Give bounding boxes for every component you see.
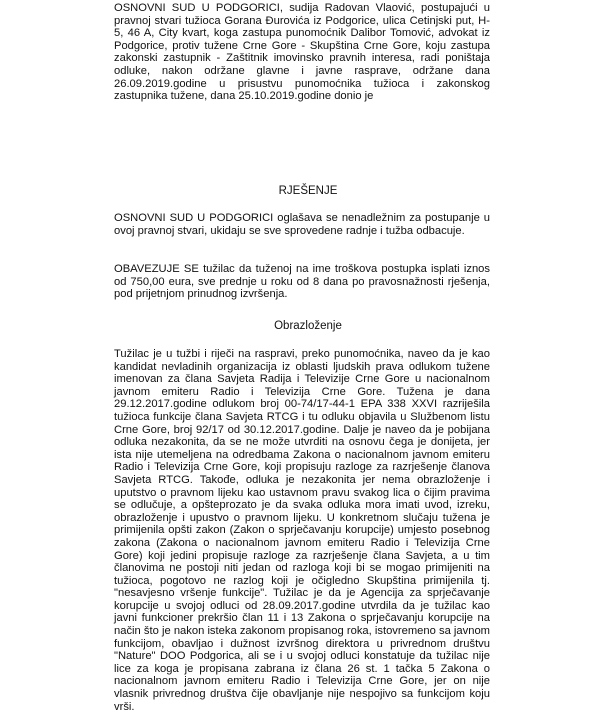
decision-paragraph-costs: OBAVEZUJE SE tužilac da tuženoj na ime troškova postupka isplati iznos od 750,00 eura, sve prednje u roku od 8 dana po pravosnažnosti rješenja, pod prijetnjom prinudnog izvršenja. <box>114 263 490 301</box>
reasoning-paragraph: Tužilac je u tužbi i riječi na raspravi, preko punomoćnika, naveo da je kao kandidat nevladinih organizacija iz oblasti ljudskih prava odlukom tužene imenovan za člana Savjeta Radija i Televizije Crne Gore u nacionalnom javnom emiteru Radio i Televizija Crne Gore. Tužena je dana 29.12.2017.godine odlukom broj 00-74/17-44-1 EPA 338 XXVI razriješila tužioca funkcije člana Savjeta RTCG i tu odluku objavila u Službenom listu Crne Gore, broj 92/17 od 30.12.2017.godine. Dalje je naveo da je pobijana odluka nezakonita, da se ne može utvrditi na osnovu čega je donijeta, jer ista nije utemeljena na odredbama Zakona o nacionalnom javnom emiteru Radio i Televizija Crne Gore, koji propisuju razloge za razrješenje članova Savjeta RTCG. Takođe, odluka je nezakonita jer nema obrazloženje i uputstvo o pravnom lijeku kao ustavnom pravu svakog lica o čijim pravima se odlučuje, a opšteprozato je da svaka odluka mora imati uvod, izreku, obrazloženje i upustvo o pravnom lijeku. U konkretnom slučaju tužena je primijenila opšti zakon (Zakon o sprječavanju korupcije) umjesto posebnog zakona (Zakona o nacionalnom javnom emiteru Radio i Televizija Crne Gore) koji jedini propisuje razloge za razrješenje člana Savjeta, a u tim članovima ne postoji niti jedan od razloga koji bi se mogao primijeniti na tužioca, pogotovo ne razlog koji je očigledno Skupština primijenila tj. "nesavjesno vršenje funkcije". Tužilac je da je Agencija za sprječavanje korupcije u svojoj odluci od 28.09.2017.godine utvrdila da je tužilac kao javni funkcioner prekršio član 11 i 13 Zakona o sprječavanju korupcije na način što je nakon isteka zakonom propisanog roka, istovremeno sa javnom funkcijom, obavljao i dužnost izvršnog direktora u privrednom društvu "Nature" DOO Podgorica, ali se i u svojoj odluci konstatuje da tužilac nije lice za koga je propisana zabrana iz člana 26 st. 1 tačka 5 Zakona o nacionalnom javnom emiteru Radio i Televizija Crne Gore, jer on nije vlasnik privrednog društva čije obavljanje nije nespojivo sa funkcijom koju vrši. <box>114 348 490 713</box>
decision-heading: RJEŠENJE <box>278 185 338 197</box>
decision-paragraph-jurisdiction: OSNOVNI SUD U PODGORICI oglašava se nenadležnim za postupanje u ovoj pravnoj stvari, ukidaju se sve sprovedene radnje i tužba odbacuje. <box>114 212 490 237</box>
intro-paragraph: OSNOVNI SUD U PODGORICI, sudija Radovan Vlaović, postupajući u pravnoj stvari tužioca Gorana Đurovića iz Podgorice, ulica Cetinjski put, H-5, 46 A, City kvart, koga zastupa punomoćnik Dalibor Tomović, advokat iz Podgorice, protiv tužene Crne Gore - Skupština Crne Gore, koju zastupa zakonski zastupnik - Zaštitnik imovinsko pravnih interesa, radi poništaja odluke, nakon održane glavne i javne rasprave, održane dana 26.09.2019.godine u prisustvu punomoćnika tužioca i zakonskog zastupnika tužene, dana 25.10.2019.godine donio je <box>114 2 490 103</box>
reasoning-heading: Obrazloženje <box>274 320 342 332</box>
